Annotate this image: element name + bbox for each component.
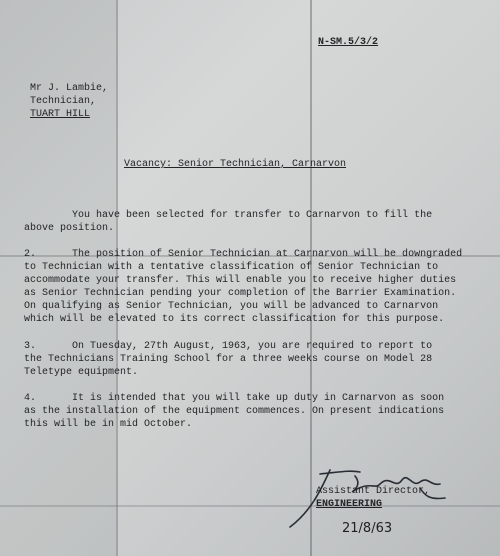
signature-block: [316, 485, 430, 511]
paragraph-4: 4. It is intended that you will take up duty in Carnarvon as soon as the installation of the equipment commences. On present indications this will be in mid October.: [24, 393, 445, 430]
handwritten-date: 21/8/63: [342, 521, 393, 536]
reference-number: N-SM.5/3/2: [318, 37, 379, 48]
addressee-name: Mr J. Lambie,: [30, 83, 109, 94]
subject-line: Vacancy: Senior Technician, Carnarvon: [124, 159, 347, 170]
addressee-title: Technician,: [30, 96, 97, 107]
signatory-title: Assistant Director,: [316, 486, 431, 497]
addressee-location: TUART HILL: [30, 109, 91, 120]
paragraph-2: 2. The position of Senior Technician at Carnarvon will be downgraded to Technician with a tentative classification of Senior Technician to accommodate your transfer. This will enable you to receive higher duties as Senior Technician pending your completion of the Barrier Examination. On qualifying as Senior Technician, you will be advanced to Carnarvon which will be elevated to its correct classification for this purpose.: [24, 249, 463, 325]
addressee-block: [30, 82, 108, 121]
paragraph-3: 3. On Tuesday, 27th August, 1963, you are required to report to the Technicians Training School for a three weeks course on Model 28 Teletype equipment.: [24, 341, 433, 378]
department-name: ENGINEERING: [316, 499, 383, 510]
paragraph-1: You have been selected for transfer to Carnarvon to fill the above position.: [24, 210, 433, 234]
